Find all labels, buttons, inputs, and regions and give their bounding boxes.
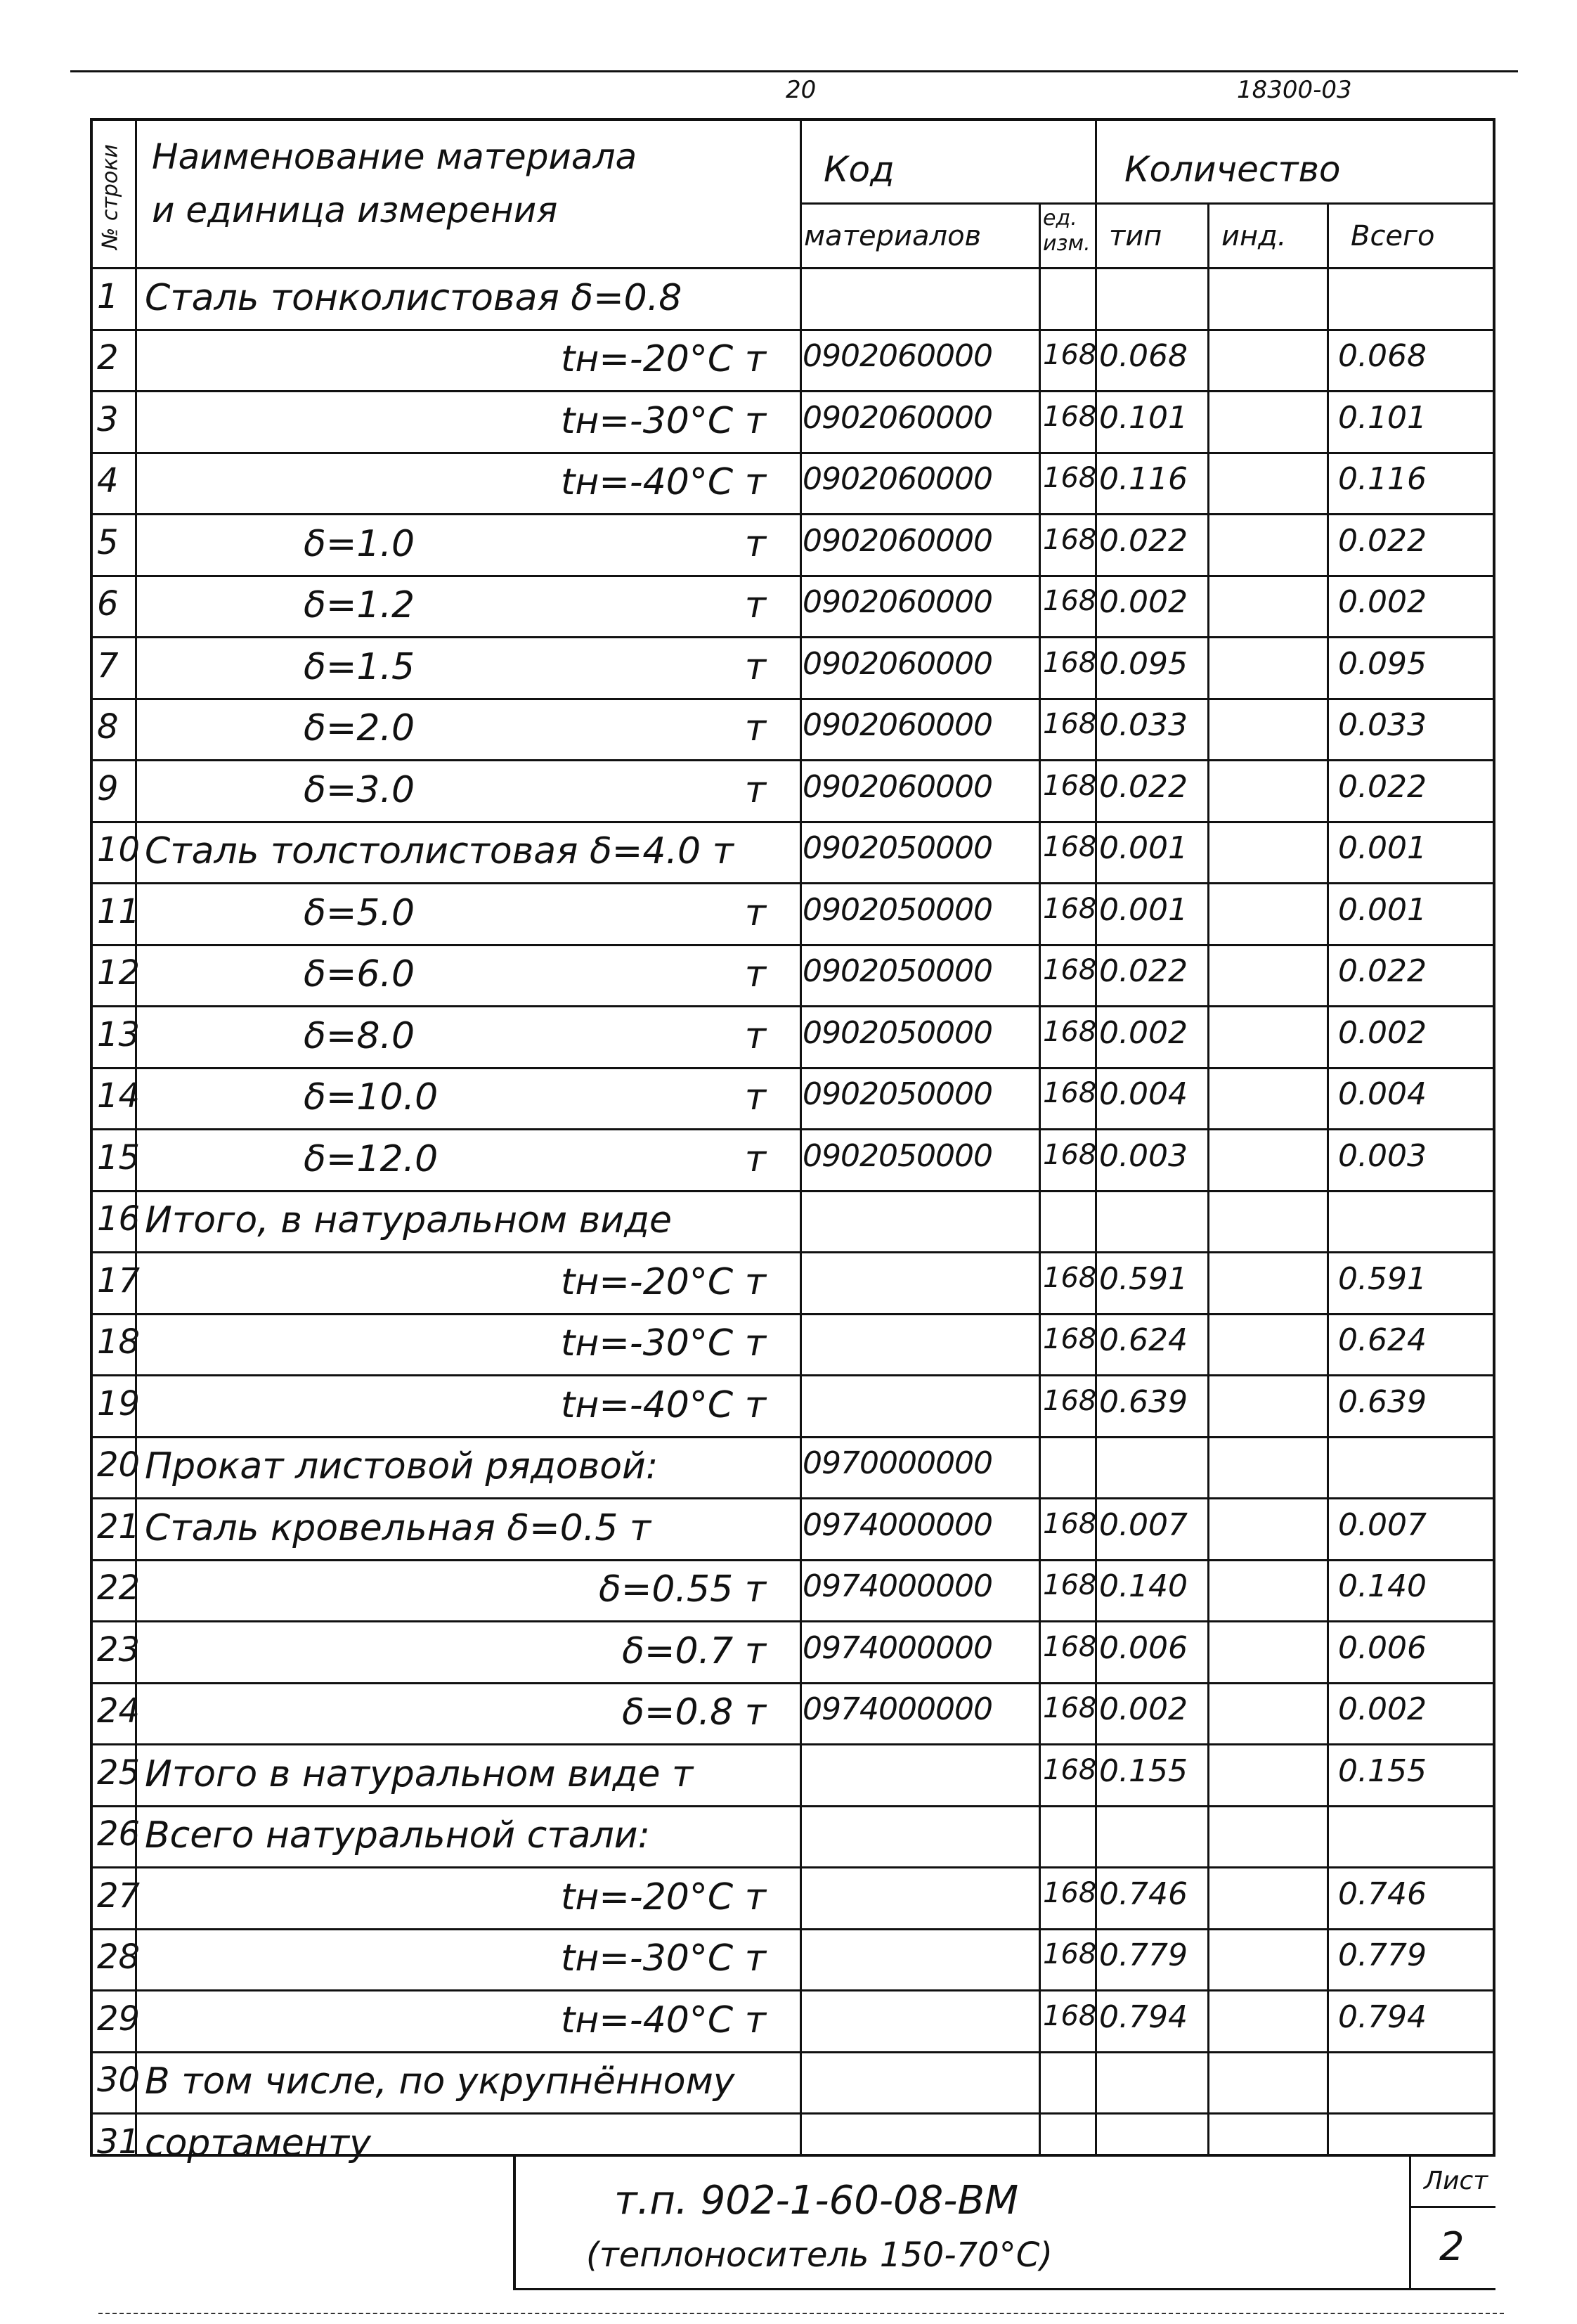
name-header-line2: и единица измерения xyxy=(152,190,558,231)
row-number: 1 xyxy=(97,276,119,316)
material-code: 0902060000 xyxy=(803,338,992,375)
quantity-total: 0.022 xyxy=(1338,768,1427,805)
row-number: 30 xyxy=(97,2060,141,2100)
material-name: δ=6.0 xyxy=(304,953,415,996)
unit-code: 168 xyxy=(1043,1015,1097,1048)
material-name: δ=0.8 т xyxy=(622,1691,766,1734)
sheet-label: Лист xyxy=(1424,2167,1488,2195)
header-bottom-rule xyxy=(93,267,1493,269)
row-divider xyxy=(93,1805,1493,1807)
unit-header-top: ед. xyxy=(1043,206,1077,231)
row-number: 13 xyxy=(97,1014,141,1054)
row-number: 15 xyxy=(97,1137,141,1177)
col-divider xyxy=(1207,204,1209,2154)
row-number: 10 xyxy=(97,830,141,870)
project-designation: т.п. 902-1-60-08-ВМ xyxy=(614,2178,1019,2223)
material-code: 0902050000 xyxy=(803,1076,992,1113)
material-code: 0970000000 xyxy=(803,1445,992,1482)
quantity-total: 0.794 xyxy=(1338,1999,1427,2035)
row-divider xyxy=(93,575,1493,577)
material-name: Сталь кровельная δ=0.5 т xyxy=(145,1506,651,1549)
quantity-typ: 0.002 xyxy=(1099,1691,1188,1728)
quantity-total: 0.140 xyxy=(1338,1568,1427,1605)
unit-code: 168 xyxy=(1043,1938,1097,1971)
typ-header: тип xyxy=(1109,220,1162,252)
row-divider xyxy=(93,1866,1493,1868)
material-code: 0902060000 xyxy=(803,645,992,682)
quantity-total: 0.006 xyxy=(1338,1629,1427,1666)
quantity-typ: 0.001 xyxy=(1099,830,1188,867)
unit-code: 168 xyxy=(1043,1323,1097,1356)
quantity-total: 0.003 xyxy=(1338,1137,1427,1174)
total-header: Всего xyxy=(1351,220,1435,252)
material-name: δ=1.5 xyxy=(304,645,415,688)
row-number: 20 xyxy=(97,1445,141,1485)
material-name: δ=2.0 xyxy=(304,707,415,750)
name-header-line1: Наименование материала xyxy=(152,136,637,177)
row-number: 7 xyxy=(97,645,119,685)
material-name: tн=-20°С т xyxy=(560,1876,766,1918)
material-code: 0902060000 xyxy=(803,461,992,498)
material-name: δ=10.0 xyxy=(304,1076,439,1119)
unit-suffix: т xyxy=(744,768,766,811)
page-number: 20 xyxy=(786,76,817,104)
row-divider xyxy=(93,452,1493,454)
row-divider xyxy=(93,1989,1493,1991)
material-code: 0902060000 xyxy=(803,768,992,805)
quantity-typ: 0.003 xyxy=(1099,1137,1188,1174)
row-number: 18 xyxy=(97,1322,141,1362)
row-number: 6 xyxy=(97,584,119,624)
quantity-typ: 0.591 xyxy=(1099,1260,1188,1297)
material-code: 0902060000 xyxy=(803,584,992,621)
unit-code: 168 xyxy=(1043,585,1097,618)
quantity-typ: 0.116 xyxy=(1099,461,1188,498)
material-code: 0902050000 xyxy=(803,1137,992,1174)
quantity-header: Количество xyxy=(1124,149,1341,190)
unit-suffix: т xyxy=(744,645,766,688)
row-number: 17 xyxy=(97,1260,141,1300)
material-name: сортаменту xyxy=(145,2122,371,2164)
quantity-total: 0.155 xyxy=(1338,1752,1427,1789)
quantity-typ: 0.002 xyxy=(1099,584,1188,621)
material-code: 0974000000 xyxy=(803,1506,992,1543)
unit-suffix: т xyxy=(744,891,766,934)
row-divider xyxy=(93,698,1493,700)
header-subdivider xyxy=(800,202,1493,205)
material-code: 0902060000 xyxy=(803,522,992,559)
quantity-typ: 0.639 xyxy=(1099,1383,1188,1420)
material-name: δ=1.2 xyxy=(304,584,415,627)
unit-code: 168 xyxy=(1043,769,1097,802)
row-divider xyxy=(93,2051,1493,2053)
quantity-typ: 0.101 xyxy=(1099,399,1188,436)
materials-header: материалов xyxy=(804,220,982,252)
quantity-typ: 0.001 xyxy=(1099,891,1188,928)
unit-code: 168 xyxy=(1043,646,1097,679)
quantity-typ: 0.155 xyxy=(1099,1752,1188,1789)
quantity-total: 0.001 xyxy=(1338,830,1427,867)
material-name: δ=8.0 xyxy=(304,1014,415,1057)
material-name: δ=1.0 xyxy=(304,522,415,565)
material-name: Сталь тонколистовая δ=0.8 xyxy=(145,276,682,319)
unit-code: 168 xyxy=(1043,523,1097,556)
row-number: 26 xyxy=(97,1814,141,1854)
quantity-typ: 0.624 xyxy=(1099,1322,1188,1359)
row-divider xyxy=(93,1620,1493,1622)
row-number: 19 xyxy=(97,1383,141,1424)
quantity-total: 0.002 xyxy=(1338,1014,1427,1051)
unit-suffix: т xyxy=(744,584,766,627)
unit-code: 168 xyxy=(1043,892,1097,925)
unit-code: 168 xyxy=(1043,400,1097,433)
quantity-total: 0.746 xyxy=(1338,1876,1427,1912)
row-divider xyxy=(93,1251,1493,1253)
sheet-number: 2 xyxy=(1439,2224,1465,2270)
row-number: 31 xyxy=(97,2122,141,2162)
unit-code: 168 xyxy=(1043,1630,1097,1663)
quantity-typ: 0.746 xyxy=(1099,1876,1188,1912)
row-divider xyxy=(93,759,1493,761)
row-number: 2 xyxy=(97,338,119,378)
quantity-total: 0.022 xyxy=(1338,522,1427,559)
unit-code: 168 xyxy=(1043,1876,1097,1909)
document-code: 18300-03 xyxy=(1237,76,1352,104)
unit-code: 168 xyxy=(1043,1999,1097,2032)
row-number: 12 xyxy=(97,953,141,993)
quantity-total: 0.002 xyxy=(1338,1691,1427,1728)
row-number: 4 xyxy=(97,461,119,501)
quantity-typ: 0.140 xyxy=(1099,1568,1188,1605)
project-subtitle: (теплоноситель 150-70°С) xyxy=(586,2235,1053,2275)
quantity-typ: 0.022 xyxy=(1099,768,1188,805)
row-divider xyxy=(93,329,1493,331)
material-name: tн=-20°С т xyxy=(560,1260,766,1303)
material-code: 0902050000 xyxy=(803,953,992,990)
material-name: tн=-30°С т xyxy=(560,1937,766,1980)
row-divider xyxy=(93,1374,1493,1376)
material-name: δ=12.0 xyxy=(304,1137,439,1180)
unit-code: 168 xyxy=(1043,1261,1097,1294)
material-name: Всего натуральной стали: xyxy=(145,1814,651,1857)
quantity-typ: 0.007 xyxy=(1099,1506,1188,1543)
row-divider xyxy=(93,1190,1493,1192)
quantity-typ: 0.779 xyxy=(1099,1937,1188,1974)
row-number: 29 xyxy=(97,1999,141,2039)
title-block xyxy=(513,2157,1495,2290)
unit-suffix: т xyxy=(744,1014,766,1057)
row-number: 9 xyxy=(97,768,119,808)
row-number: 28 xyxy=(97,1937,141,1977)
material-name: Сталь толстолистовая δ=4.0 т xyxy=(145,830,734,873)
row-divider xyxy=(93,882,1493,884)
row-divider xyxy=(93,1928,1493,1930)
row-divider xyxy=(93,1559,1493,1561)
unit-code: 168 xyxy=(1043,1569,1097,1602)
quantity-typ: 0.022 xyxy=(1099,522,1188,559)
material-code: 0974000000 xyxy=(803,1691,992,1728)
unit-code: 168 xyxy=(1043,1077,1097,1110)
row-divider xyxy=(93,1743,1493,1745)
unit-code: 168 xyxy=(1043,1507,1097,1540)
material-name: δ=0.7 т xyxy=(622,1629,766,1672)
row-divider xyxy=(93,390,1493,392)
row-divider xyxy=(93,1497,1493,1499)
quantity-typ: 0.022 xyxy=(1099,953,1188,990)
materials-table xyxy=(90,118,1495,2164)
unit-code: 168 xyxy=(1043,708,1097,741)
row-divider xyxy=(93,1067,1493,1069)
row-divider xyxy=(93,513,1493,515)
material-code: 0902050000 xyxy=(803,891,992,928)
sheet-box xyxy=(1409,2157,1495,2288)
row-number: 14 xyxy=(97,1076,141,1116)
material-code: 0974000000 xyxy=(803,1629,992,1666)
quantity-total: 0.033 xyxy=(1338,707,1427,744)
material-code: 0902060000 xyxy=(803,399,992,436)
quantity-total: 0.624 xyxy=(1338,1322,1427,1359)
material-name: tн=-20°С т xyxy=(560,338,766,381)
quantity-typ: 0.006 xyxy=(1099,1629,1188,1666)
row-divider xyxy=(93,1128,1493,1130)
quantity-typ: 0.095 xyxy=(1099,645,1188,682)
material-name: δ=0.55 т xyxy=(599,1568,766,1611)
quantity-total: 0.591 xyxy=(1338,1260,1427,1297)
quantity-total: 0.004 xyxy=(1338,1076,1427,1113)
unit-suffix: т xyxy=(744,1076,766,1119)
row-number: 5 xyxy=(97,522,119,562)
col-divider xyxy=(1039,204,1041,2154)
row-divider xyxy=(93,1436,1493,1438)
quantity-typ: 0.033 xyxy=(1099,707,1188,744)
material-code: 0902050000 xyxy=(803,830,992,867)
unit-code: 168 xyxy=(1043,1138,1097,1171)
quantity-total: 0.639 xyxy=(1338,1383,1427,1420)
row-number: 8 xyxy=(97,707,119,747)
material-name: δ=5.0 xyxy=(304,891,415,934)
row-number: 21 xyxy=(97,1506,141,1547)
row-divider xyxy=(93,636,1493,638)
quantity-total: 0.095 xyxy=(1338,645,1427,682)
quantity-typ: 0.004 xyxy=(1099,1076,1188,1113)
row-number: 24 xyxy=(97,1691,141,1731)
row-number: 23 xyxy=(97,1629,141,1670)
material-name: tн=-30°С т xyxy=(560,399,766,442)
quantity-total: 0.001 xyxy=(1338,891,1427,928)
quantity-total: 0.101 xyxy=(1338,399,1427,436)
material-code: 0974000000 xyxy=(803,1568,992,1605)
material-name: tн=-40°С т xyxy=(560,461,766,504)
row-number: 16 xyxy=(97,1199,141,1239)
material-name: tн=-30°С т xyxy=(560,1322,766,1365)
material-name: tн=-40°С т xyxy=(560,1383,766,1426)
row-divider xyxy=(93,1005,1493,1007)
unit-suffix: т xyxy=(744,522,766,565)
unit-suffix: т xyxy=(744,707,766,750)
col-divider xyxy=(800,121,802,2154)
quantity-total: 0.022 xyxy=(1338,953,1427,990)
quantity-typ: 0.002 xyxy=(1099,1014,1188,1051)
ind-header: инд. xyxy=(1221,220,1287,252)
quantity-total: 0.068 xyxy=(1338,338,1427,375)
unit-code: 168 xyxy=(1043,339,1097,372)
quantity-typ: 0.068 xyxy=(1099,338,1188,375)
row-number: 22 xyxy=(97,1568,141,1608)
unit-code: 168 xyxy=(1043,1692,1097,1725)
top-rule xyxy=(70,70,1518,72)
material-name: Итого в натуральном виде т xyxy=(145,1752,694,1795)
row-divider xyxy=(93,1682,1493,1684)
quantity-typ: 0.794 xyxy=(1099,1999,1188,2035)
row-number-header: № строки xyxy=(98,144,123,250)
row-divider xyxy=(93,821,1493,823)
unit-code: 168 xyxy=(1043,462,1097,495)
quantity-total: 0.779 xyxy=(1338,1937,1427,1974)
row-divider xyxy=(93,944,1493,946)
row-divider xyxy=(93,2112,1493,2115)
material-name: В том числе, по укрупнённому xyxy=(145,2060,735,2103)
unit-header-bottom: изм. xyxy=(1043,231,1091,256)
unit-code: 168 xyxy=(1043,954,1097,987)
row-number: 27 xyxy=(97,1876,141,1916)
row-number: 11 xyxy=(97,891,141,931)
code-header: Код xyxy=(824,149,895,190)
quantity-total: 0.002 xyxy=(1338,584,1427,621)
unit-suffix: т xyxy=(744,1137,766,1180)
material-name: δ=3.0 xyxy=(304,768,415,811)
material-code: 0902060000 xyxy=(803,707,992,744)
quantity-total: 0.007 xyxy=(1338,1506,1427,1543)
bottom-rule xyxy=(98,2313,1504,2314)
material-name: tн=-40°С т xyxy=(560,1999,766,2041)
material-name: Прокат листовой рядовой: xyxy=(145,1445,658,1488)
row-divider xyxy=(93,1313,1493,1315)
quantity-total: 0.116 xyxy=(1338,461,1427,498)
unit-code: 168 xyxy=(1043,831,1097,864)
unit-code: 168 xyxy=(1043,1384,1097,1417)
material-code: 0902050000 xyxy=(803,1014,992,1051)
unit-suffix: т xyxy=(744,953,766,996)
unit-code: 168 xyxy=(1043,1753,1097,1786)
row-number: 25 xyxy=(97,1752,141,1793)
material-name: Итого, в натуральном виде xyxy=(145,1199,673,1242)
row-number: 3 xyxy=(97,399,119,439)
col-divider xyxy=(1327,204,1329,2154)
